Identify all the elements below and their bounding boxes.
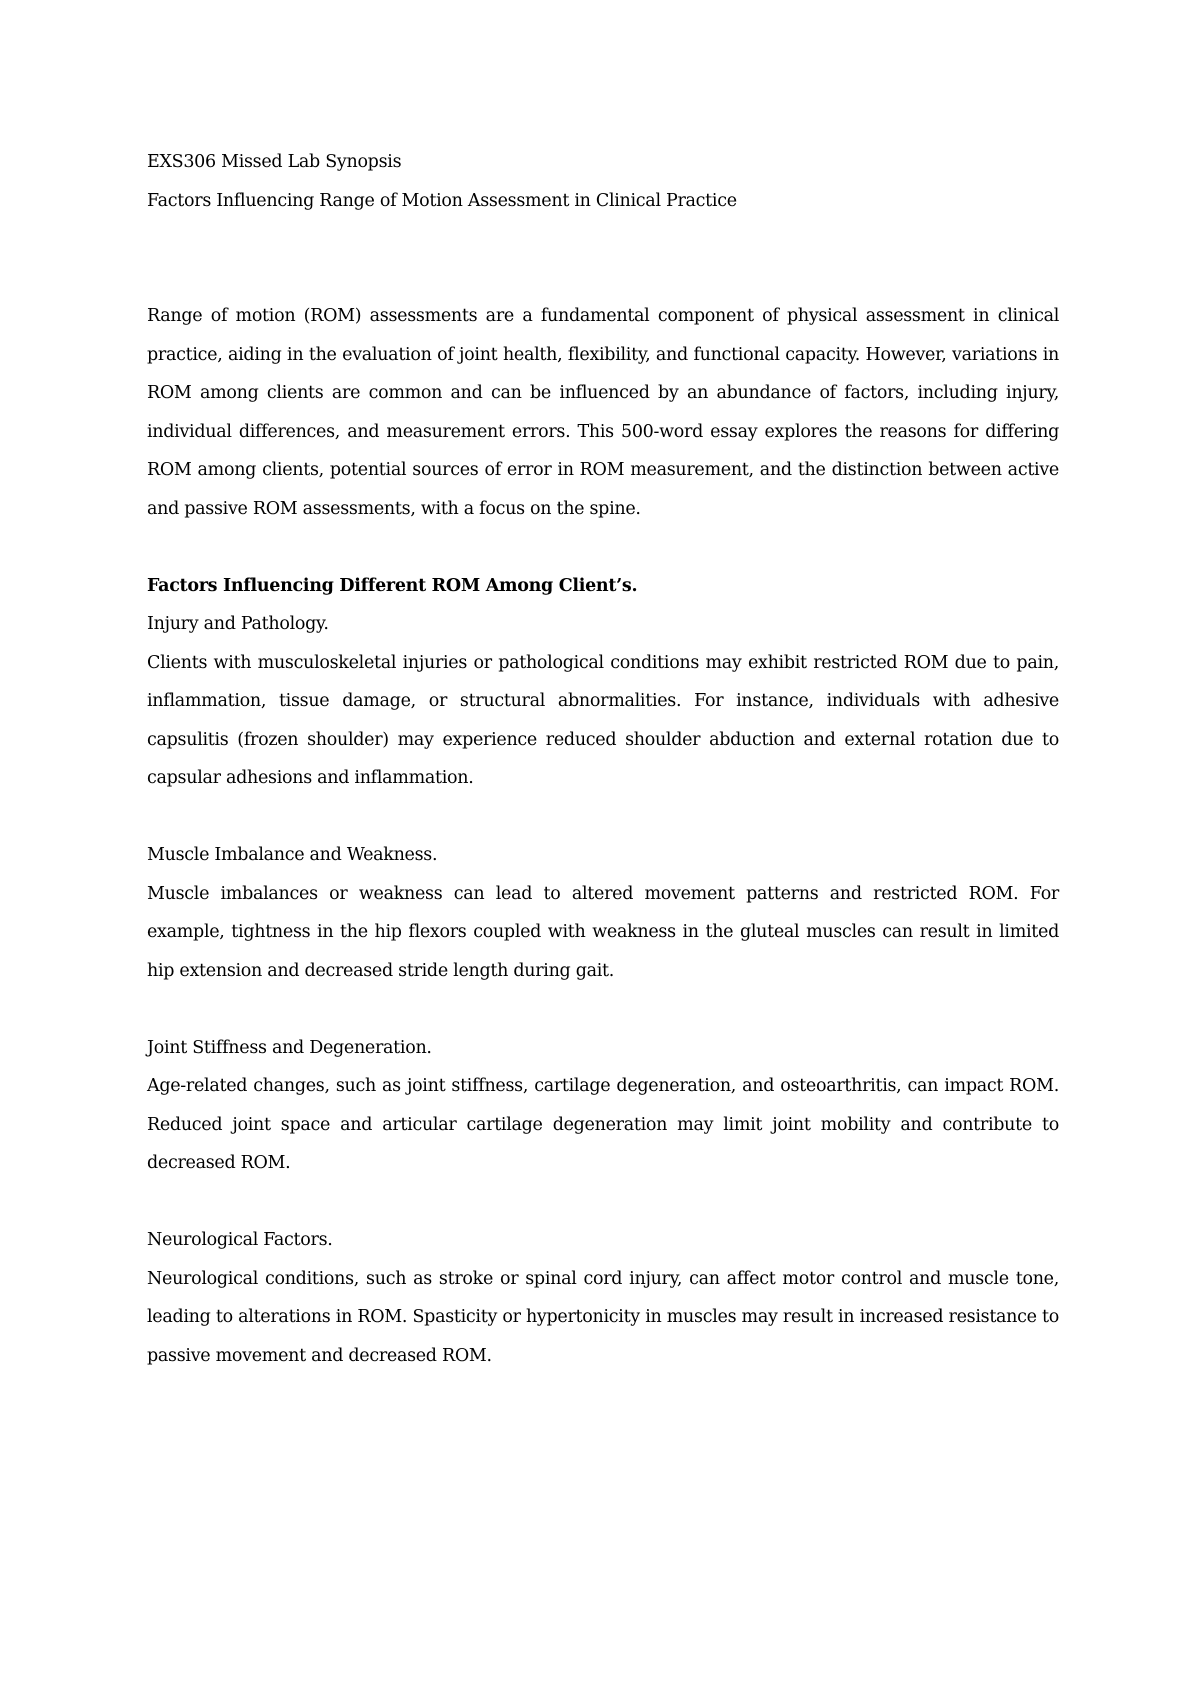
blank-space bbox=[147, 798, 1059, 837]
essay-title: Factors Influencing Range of Motion Assessment in Clinical Practice bbox=[147, 190, 737, 211]
subsection-text-muscle: Muscle imbalances or weakness can lead to altered movement patterns and restricted ROM. For example, tightness in the hip flexors coupled with weakness in the gluteal muscles can result in limited hip extension and decreased stride length during gait. bbox=[147, 883, 1059, 981]
section-heading: Factors Influencing Different ROM Among Client’s. bbox=[147, 575, 638, 596]
blank-space bbox=[147, 220, 1059, 297]
intro-paragraph: Range of motion (ROM) assessments are a fundamental component of physical assessment in clinical practice, aiding in the evaluation of joint health, flexibility, and functional capacity. However, variations in ROM among clients are common and can be influenced by an abundance of factors, including injury, individual differences, and measurement errors. This 500-word essay explores the reasons for differing ROM among clients, potential sources of error in ROM measurement, and the distinction between active and passive ROM assessments, with a focus on the spine. bbox=[147, 306, 1059, 519]
subsection-title-injury: Injury and Pathology. bbox=[147, 614, 329, 634]
subsection-text-neuro: Neurological conditions, such as stroke or spinal cord injury, can affect motor control and muscle tone, leading to alterations in ROM. Spasticity or hypertonicity in muscles may result in increased resistance to passive movement and decreased ROM. bbox=[147, 1268, 1059, 1366]
subsection-text-joint: Age-related changes, such as joint stiffness, cartilage degeneration, and osteoarthritis, can impact ROM. Reduced joint space and articular cartilage degeneration may limit joint mobility and contribute to decreased ROM. bbox=[147, 1076, 1059, 1173]
document-page bbox=[147, 143, 1059, 1375]
subsection-title-muscle: Muscle Imbalance and Weakness. bbox=[147, 845, 438, 865]
subsection-text-injury: Clients with musculoskeletal injuries or pathological conditions may exhibit restricted ROM due to pain, inflammation, tissue damage, or structural abnormalities. For instance, individuals with adhesive capsulitis (frozen shoulder) may experience reduced shoulder abduction and external rotation due to capsular adhesions and inflammation. bbox=[147, 652, 1059, 788]
blank-space bbox=[147, 990, 1059, 1029]
subsection-title-joint: Joint Stiffness and Degeneration. bbox=[147, 1037, 432, 1058]
blank-space bbox=[147, 1183, 1059, 1222]
course-title: EXS306 Missed Lab Synopsis bbox=[147, 152, 402, 172]
subsection-title-neuro: Neurological Factors. bbox=[147, 1230, 333, 1250]
blank-space bbox=[147, 528, 1059, 567]
